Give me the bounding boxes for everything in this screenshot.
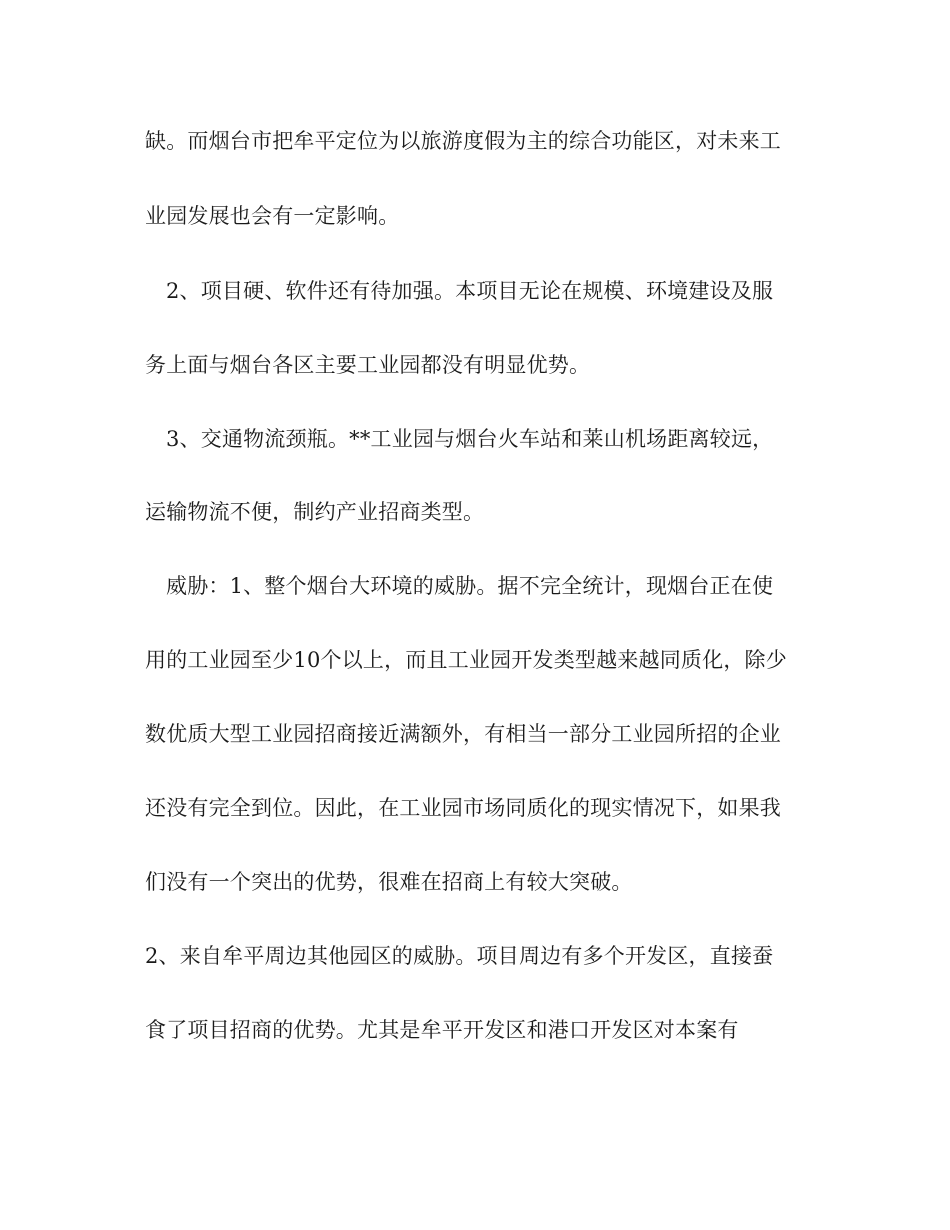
text-line-5: 3、交通物流颈瓶。**工业园与烟台火车站和莱山机场距离较远， [166, 427, 774, 451]
text-line-3: 2、项目硬、软件还有待加强。本项目无论在规模、环境建设及服 [166, 279, 774, 303]
text-line-4: 务上面与烟台各区主要工业园都没有明显优势。 [145, 353, 591, 377]
text-line-10: 还没有完全到位。因此，在工业园市场同质化的现实情况下，如果我 [145, 796, 781, 820]
text-line-12: 2、来自牟平周边其他园区的威胁。项目周边有多个开发区，直接蚕 [145, 944, 774, 968]
text-line-2: 业园发展也会有一定影响。 [145, 204, 400, 228]
text-line-9: 数优质大型工业园招商接近满额外，有相当一部分工业园所招的企业 [145, 722, 781, 746]
text-line-13: 食了项目招商的优势。尤其是牟平开发区和港口开发区对本案有 [145, 1018, 739, 1042]
text-line-6: 运输物流不便，制约产业招商类型。 [145, 500, 485, 524]
text-line-8: 用的工业园至少10个以上，而且工业园开发类型越来越同质化，除少 [145, 648, 787, 672]
text-line-11: 们没有一个突出的优势，很难在招商上有较大突破。 [145, 870, 633, 894]
text-line-7: 威胁：1、整个烟台大环境的威胁。据不完全统计，现烟台正在使 [166, 574, 774, 598]
text-line-1: 缺。而烟台市把牟平定位为以旅游度假为主的综合功能区，对未来工 [145, 129, 781, 153]
